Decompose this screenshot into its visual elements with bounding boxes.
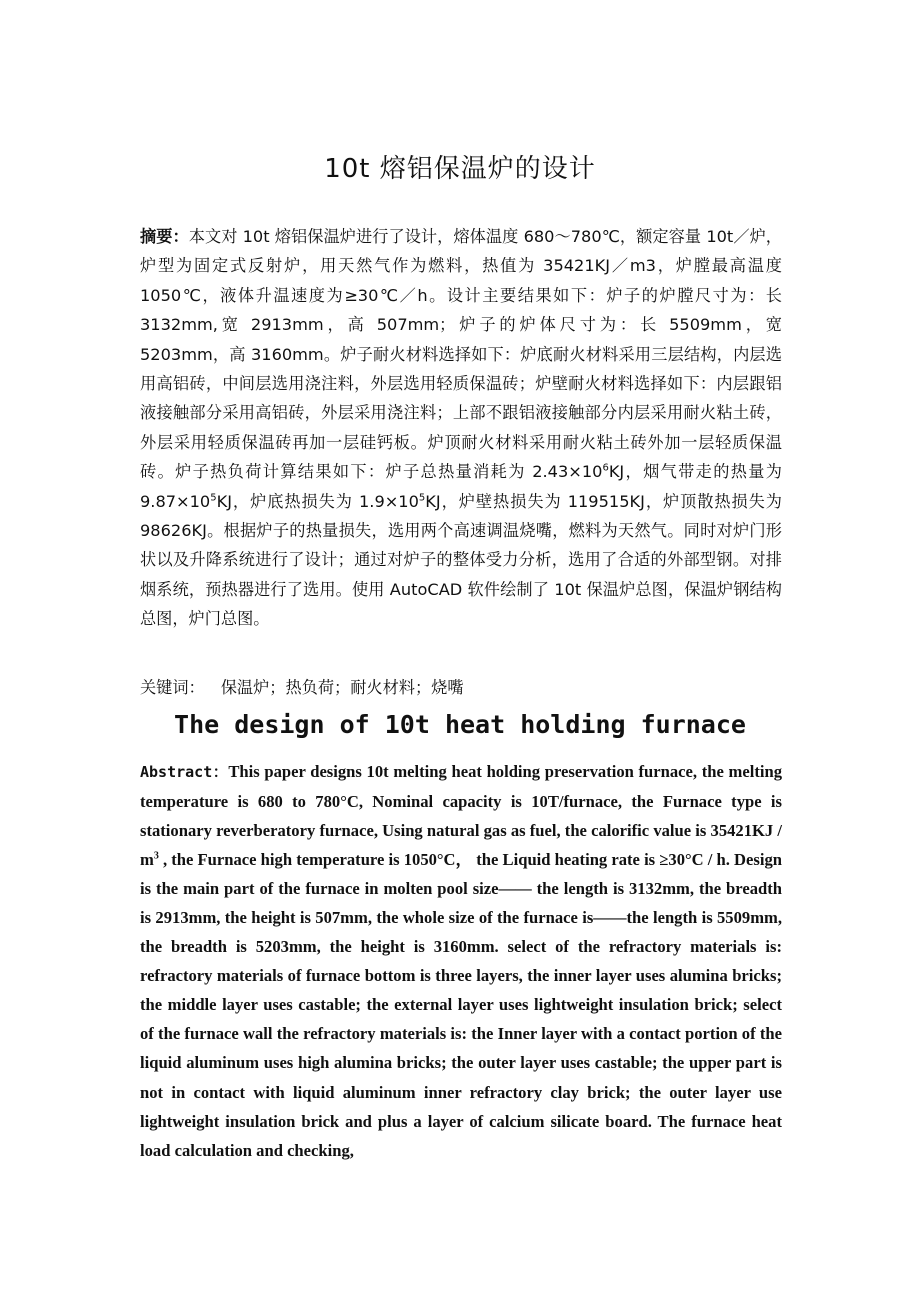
exponent: 5 (210, 492, 217, 504)
english-abstract (140, 757, 782, 1165)
exponent: 5 (418, 492, 426, 504)
english-abstract-text: This paper designs 10t melting heat holding preservation furnace, the melting temperature is 680 to 780°C, Nominal capacity is 10T/furnace, the Furnace type is stationary reverberatory furnace, Using natural gas as fuel, the calorific value is 35421KJ / m (140, 762, 782, 870)
keywords-label: 关键词： (140, 678, 205, 697)
english-abstract-label: Abstract： (140, 763, 229, 781)
exponent: 6 (602, 462, 609, 474)
english-title: The design of 10t heat holding furnace (174, 710, 746, 739)
keywords-values: 保温炉；热负荷；耐火材料；烧嘴 (220, 678, 464, 697)
chinese-abstract-label: 摘要： (140, 227, 189, 246)
chinese-abstract-text: 本文对 10t 熔铝保温炉进行了设计，熔体温度 680～780℃，额定容量 10t／炉，炉型为固定式反射炉，用天然气作为燃料，热值为 35421KJ／m3，炉膛最高温度 1050℃，液体升温速度为≥30℃／h。设计主要结果如下：炉子的炉膛尺寸为：长 3132mm,宽 2913mm，高 507mm；炉子的炉体尺寸为：长 5509mm，宽 5203mm，高 3160mm。炉子耐火材料选择如下：炉底耐火材料采用三层结构，内层选用高铝砖，中间层选用浇注料，外层选用轻质保温砖；炉壁耐火材料选择如下：内层跟铝液接触部分采用高铝砖，外层采用浇注料；上部不跟铝液接触部分内层采用耐火粘土砖，外层采用轻质保温砖再加一层硅钙板。炉顶耐火材料采用耐火粘土砖外加一层轻质保温砖。炉子热负荷计算结果如下：炉子总热量消耗为 2.43×10 (140, 227, 782, 482)
chinese-abstract-text: KJ，烟气带走的热量为 9.87×10 (140, 462, 782, 511)
chinese-keywords (140, 674, 782, 702)
english-abstract-text: , the Furnace high temperature is 1050°C， the Liquid heating rate is ≥30°C / h. Design is the main part of the furnace in molten pool size—— the length is 3132mm, the breadth is 2913mm, the height is 507mm, the whole size of the furnace is——the length is 5509mm, the breadth is 5203mm, the height is 3160mm. select of the refractory materials is: refractory materials of furnace bottom is three layers, the inner layer uses alumina bricks; the middle layer uses castable; the external layer uses lightweight insulation brick; select of the furnace wall the refractory materials is: the Inner layer with a contact portion of the liquid aluminum uses high alumina bricks; the outer layer uses castable; the upper part is not in contact with liquid aluminum inner refractory clay brick; the outer layer use lightweight insulation brick and plus a layer of calcium silicate board. The furnace heat load calculation and checking, (140, 850, 782, 1160)
chinese-title: 10t 熔铝保温炉的设计 (324, 154, 596, 184)
chinese-abstract-text: KJ，炉壁热损失为 119515KJ，炉顶散热损失为 98626KJ。根据炉子的热量损失，选用两个高速调温烧嘴，燃料为天然气。同时对炉门形状以及升降系统进行了设计；通过对炉子的整体受力分析，选用了合适的外部型钢。对排烟系统，预热器进行了选用。使用 AutoCAD 软件绘制了 10t 保温炉总图，保温炉钢结构总图，炉门总图。 (140, 491, 782, 629)
chinese-abstract (140, 222, 782, 634)
exponent: 3 (153, 850, 159, 862)
chinese-abstract-text: KJ，炉底热损失为 1.9×10 (216, 491, 419, 511)
